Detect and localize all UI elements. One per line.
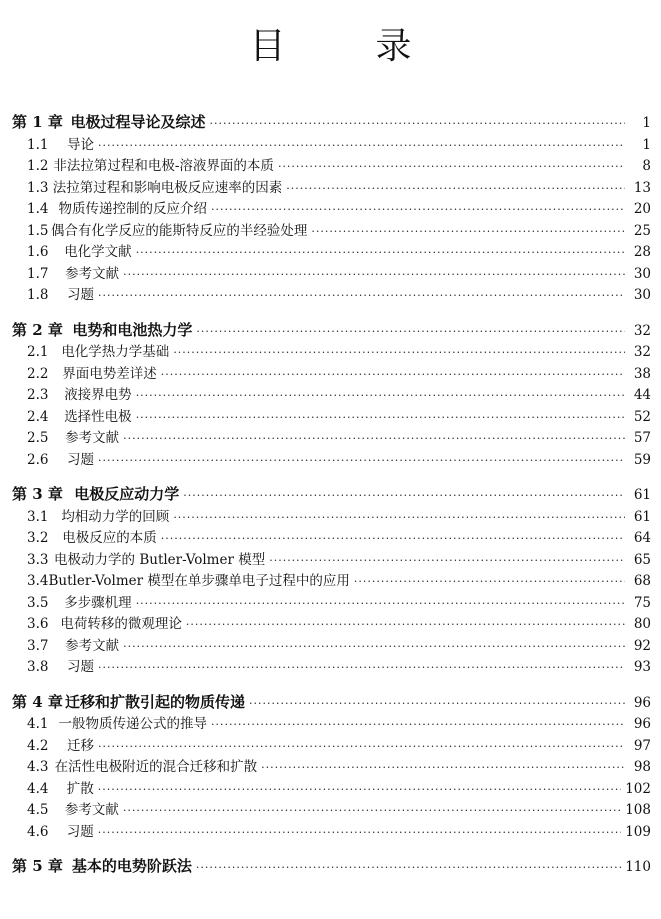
section-title: 迁移 [67,737,95,754]
section-number: 1.3 [27,179,49,196]
section-number: 1.6 [27,244,49,260]
section-title: 电极动力学的 Butler-Volmer 模型 [54,551,266,568]
section-page-number: 52 [633,408,651,425]
section-title: 一般物质传递公式的推导 [58,716,207,732]
section-title: 电化学文献 [64,244,132,260]
dot-leader [161,528,625,550]
section-page-number: 102 [625,780,651,797]
section-number: 1.7 [27,265,49,282]
dot-leader [98,779,621,801]
section-number: 1.5 [27,222,49,239]
section-entry[interactable] [0,156,661,178]
section-number: 4.2 [27,737,49,754]
dot-leader [173,342,625,364]
section-title: 习题 [67,659,95,675]
section-page-number: 68 [633,573,651,589]
section-number: 4.1 [27,716,49,732]
dot-leader [98,657,625,679]
dot-leader [173,507,625,529]
section-entry[interactable] [0,714,661,736]
section-page-number: 30 [633,265,651,282]
chapter-block [0,856,661,878]
section-page-number: 92 [633,637,651,654]
section-entry[interactable] [0,342,661,364]
section-title: 在活性电极附近的混合迁移和扩散 [54,759,258,775]
section-entry[interactable] [0,135,661,157]
dot-leader [98,285,625,307]
chapter-block [0,112,661,307]
chapter-entry[interactable] [0,320,661,342]
section-number: 1.8 [27,287,49,303]
chapter-page-number: 96 [633,694,651,711]
dot-leader [210,113,625,135]
chapter-page-number: 32 [633,322,651,339]
section-entry[interactable] [0,657,661,679]
section-entry[interactable] [0,364,661,386]
section-number: 2.2 [27,365,49,382]
section-title: 参考文献 [65,637,120,654]
dot-leader [196,321,625,343]
section-page-number: 25 [633,222,651,239]
section-number: 3.4 [27,573,49,589]
dot-leader [123,800,621,822]
section-entry[interactable] [0,428,661,450]
chapter-title: 基本的电势阶跃法 [71,857,192,875]
section-number: 3.2 [27,530,49,546]
section-number: 3.8 [27,659,49,675]
section-page-number: 1 [642,136,651,153]
section-title: 参考文献 [64,802,119,818]
section-title: 物质传递控制的反应介绍 [58,201,207,217]
chapter-page-number: 110 [625,859,651,875]
section-number: 2.4 [27,408,49,425]
section-title: 均相动力学的回顾 [61,508,170,525]
chapter-title: 迁移和扩散引起的物质传递 [64,692,245,711]
section-page-number: 8 [642,158,651,174]
page-title [0,18,661,69]
dot-leader [136,385,625,407]
dot-leader [98,736,625,758]
section-entry[interactable] [0,407,661,429]
section-title: 电荷转移的微观理论 [60,616,182,632]
section-page-number: 108 [625,802,651,818]
section-entry[interactable] [0,757,661,779]
dot-leader [354,571,625,593]
section-title: 选择性电极 [64,408,132,425]
chapter-block [0,320,661,472]
section-page-number: 96 [633,716,651,732]
section-number: 3.3 [27,551,49,568]
section-entry[interactable] [0,285,661,307]
section-title: Butler-Volmer 模型在单步骤单电子过程中的应用 [48,573,350,589]
section-entry[interactable] [0,507,661,529]
table-of-contents [0,112,661,891]
section-title: 习题 [67,451,95,468]
section-page-number: 98 [633,759,651,775]
chapter-entry[interactable] [0,112,661,134]
section-number: 4.5 [27,802,49,818]
dot-leader [183,485,625,507]
dot-leader [278,156,625,178]
section-page-number: 30 [633,287,651,303]
chapter-number: 第 3 章 [12,485,63,503]
dot-leader [269,550,625,572]
dot-leader [286,178,625,200]
section-page-number: 28 [633,244,651,260]
section-title: 界面电势差详述 [62,365,157,382]
section-title: 电化学热力学基础 [61,344,170,360]
dot-leader [136,593,625,615]
section-entry[interactable] [0,636,661,658]
dot-leader [98,135,625,157]
section-number: 3.1 [27,508,49,525]
chapter-block [0,692,661,844]
section-page-number: 38 [633,365,651,382]
section-number: 1.1 [27,136,49,153]
section-page-number: 97 [633,737,651,754]
title-char-2: 录 [375,26,412,67]
chapter-title: 电势和电池热力学 [72,320,193,339]
chapter-number: 第 5 章 [12,857,63,875]
dot-leader [98,822,621,844]
section-title: 参考文献 [65,265,120,282]
section-page-number: 44 [633,387,651,403]
section-entry[interactable] [0,450,661,472]
chapter-number: 第 4 章 [12,692,63,711]
dot-leader [211,199,625,221]
dot-leader [211,714,625,736]
section-page-number: 32 [633,344,651,360]
section-title: 习题 [66,823,94,840]
section-entry[interactable] [0,528,661,550]
dot-leader [196,857,621,879]
section-number: 1.4 [27,201,49,217]
section-page-number: 65 [633,551,651,568]
chapter-entry[interactable] [0,692,661,714]
chapter-entry[interactable] [0,856,661,878]
section-number: 2.1 [27,344,49,360]
section-entry[interactable] [0,614,661,636]
section-entry[interactable] [0,221,661,243]
chapter-entry[interactable] [0,484,661,506]
chapter-title: 电极过程导论及综述 [70,113,206,131]
section-title: 参考文献 [65,430,120,446]
section-page-number: 80 [633,616,651,632]
dot-leader [136,242,625,264]
section-title: 导论 [67,136,95,153]
dot-leader [98,450,625,472]
section-number: 4.6 [27,823,49,840]
section-entry[interactable] [0,593,661,615]
section-title: 电极反应的本质 [62,530,157,546]
section-title: 习题 [67,287,95,303]
section-number: 4.3 [27,759,49,775]
section-number: 1.2 [27,158,49,174]
section-page-number: 64 [633,530,651,546]
section-entry[interactable] [0,385,661,407]
dot-leader [136,407,625,429]
section-page-number: 20 [633,201,651,217]
section-page-number: 75 [633,594,651,611]
dot-leader [161,364,625,386]
section-entry[interactable] [0,800,661,822]
dot-leader [123,264,625,286]
dot-leader [261,757,625,779]
section-entry[interactable] [0,736,661,758]
chapter-number: 第 1 章 [12,113,63,131]
section-entry[interactable] [0,264,661,286]
section-number: 3.6 [27,616,49,632]
chapter-page-number: 61 [633,487,651,503]
dot-leader [311,221,625,243]
section-page-number: 109 [625,823,651,840]
section-page-number: 93 [633,659,651,675]
title-char-1: 目 [249,26,286,67]
section-title: 液接界电势 [64,387,132,403]
section-number: 4.4 [27,780,49,797]
section-entry[interactable] [0,571,661,593]
section-page-number: 61 [633,508,651,525]
section-entry[interactable] [0,178,661,200]
section-title: 偶合有化学反应的能斯特反应的半经验处理 [50,222,308,239]
section-page-number: 57 [633,430,651,446]
section-entry[interactable] [0,779,661,801]
section-title: 非法拉第过程和电极-溶液界面的本质 [53,158,274,174]
dot-leader [249,693,625,715]
section-number: 3.7 [27,637,49,654]
section-number: 2.5 [27,430,49,446]
chapter-title: 电极反应动力学 [74,485,180,503]
section-title: 扩散 [66,780,94,797]
section-title: 多步骤机理 [64,594,132,611]
section-page-number: 13 [633,179,651,196]
section-page-number: 59 [633,451,651,468]
section-entry[interactable] [0,550,661,572]
section-entry[interactable] [0,242,661,264]
chapter-number: 第 2 章 [12,320,63,339]
dot-leader [123,428,625,450]
dot-leader [123,636,625,658]
section-number: 3.5 [27,594,49,611]
section-entry[interactable] [0,822,661,844]
dot-leader [186,614,625,636]
section-entry[interactable] [0,199,661,221]
chapter-block [0,484,661,679]
section-number: 2.6 [27,451,49,468]
chapter-page-number: 1 [642,115,651,131]
section-number: 2.3 [27,387,49,403]
section-title: 法拉第过程和影响电极反应速率的因素 [52,179,283,196]
